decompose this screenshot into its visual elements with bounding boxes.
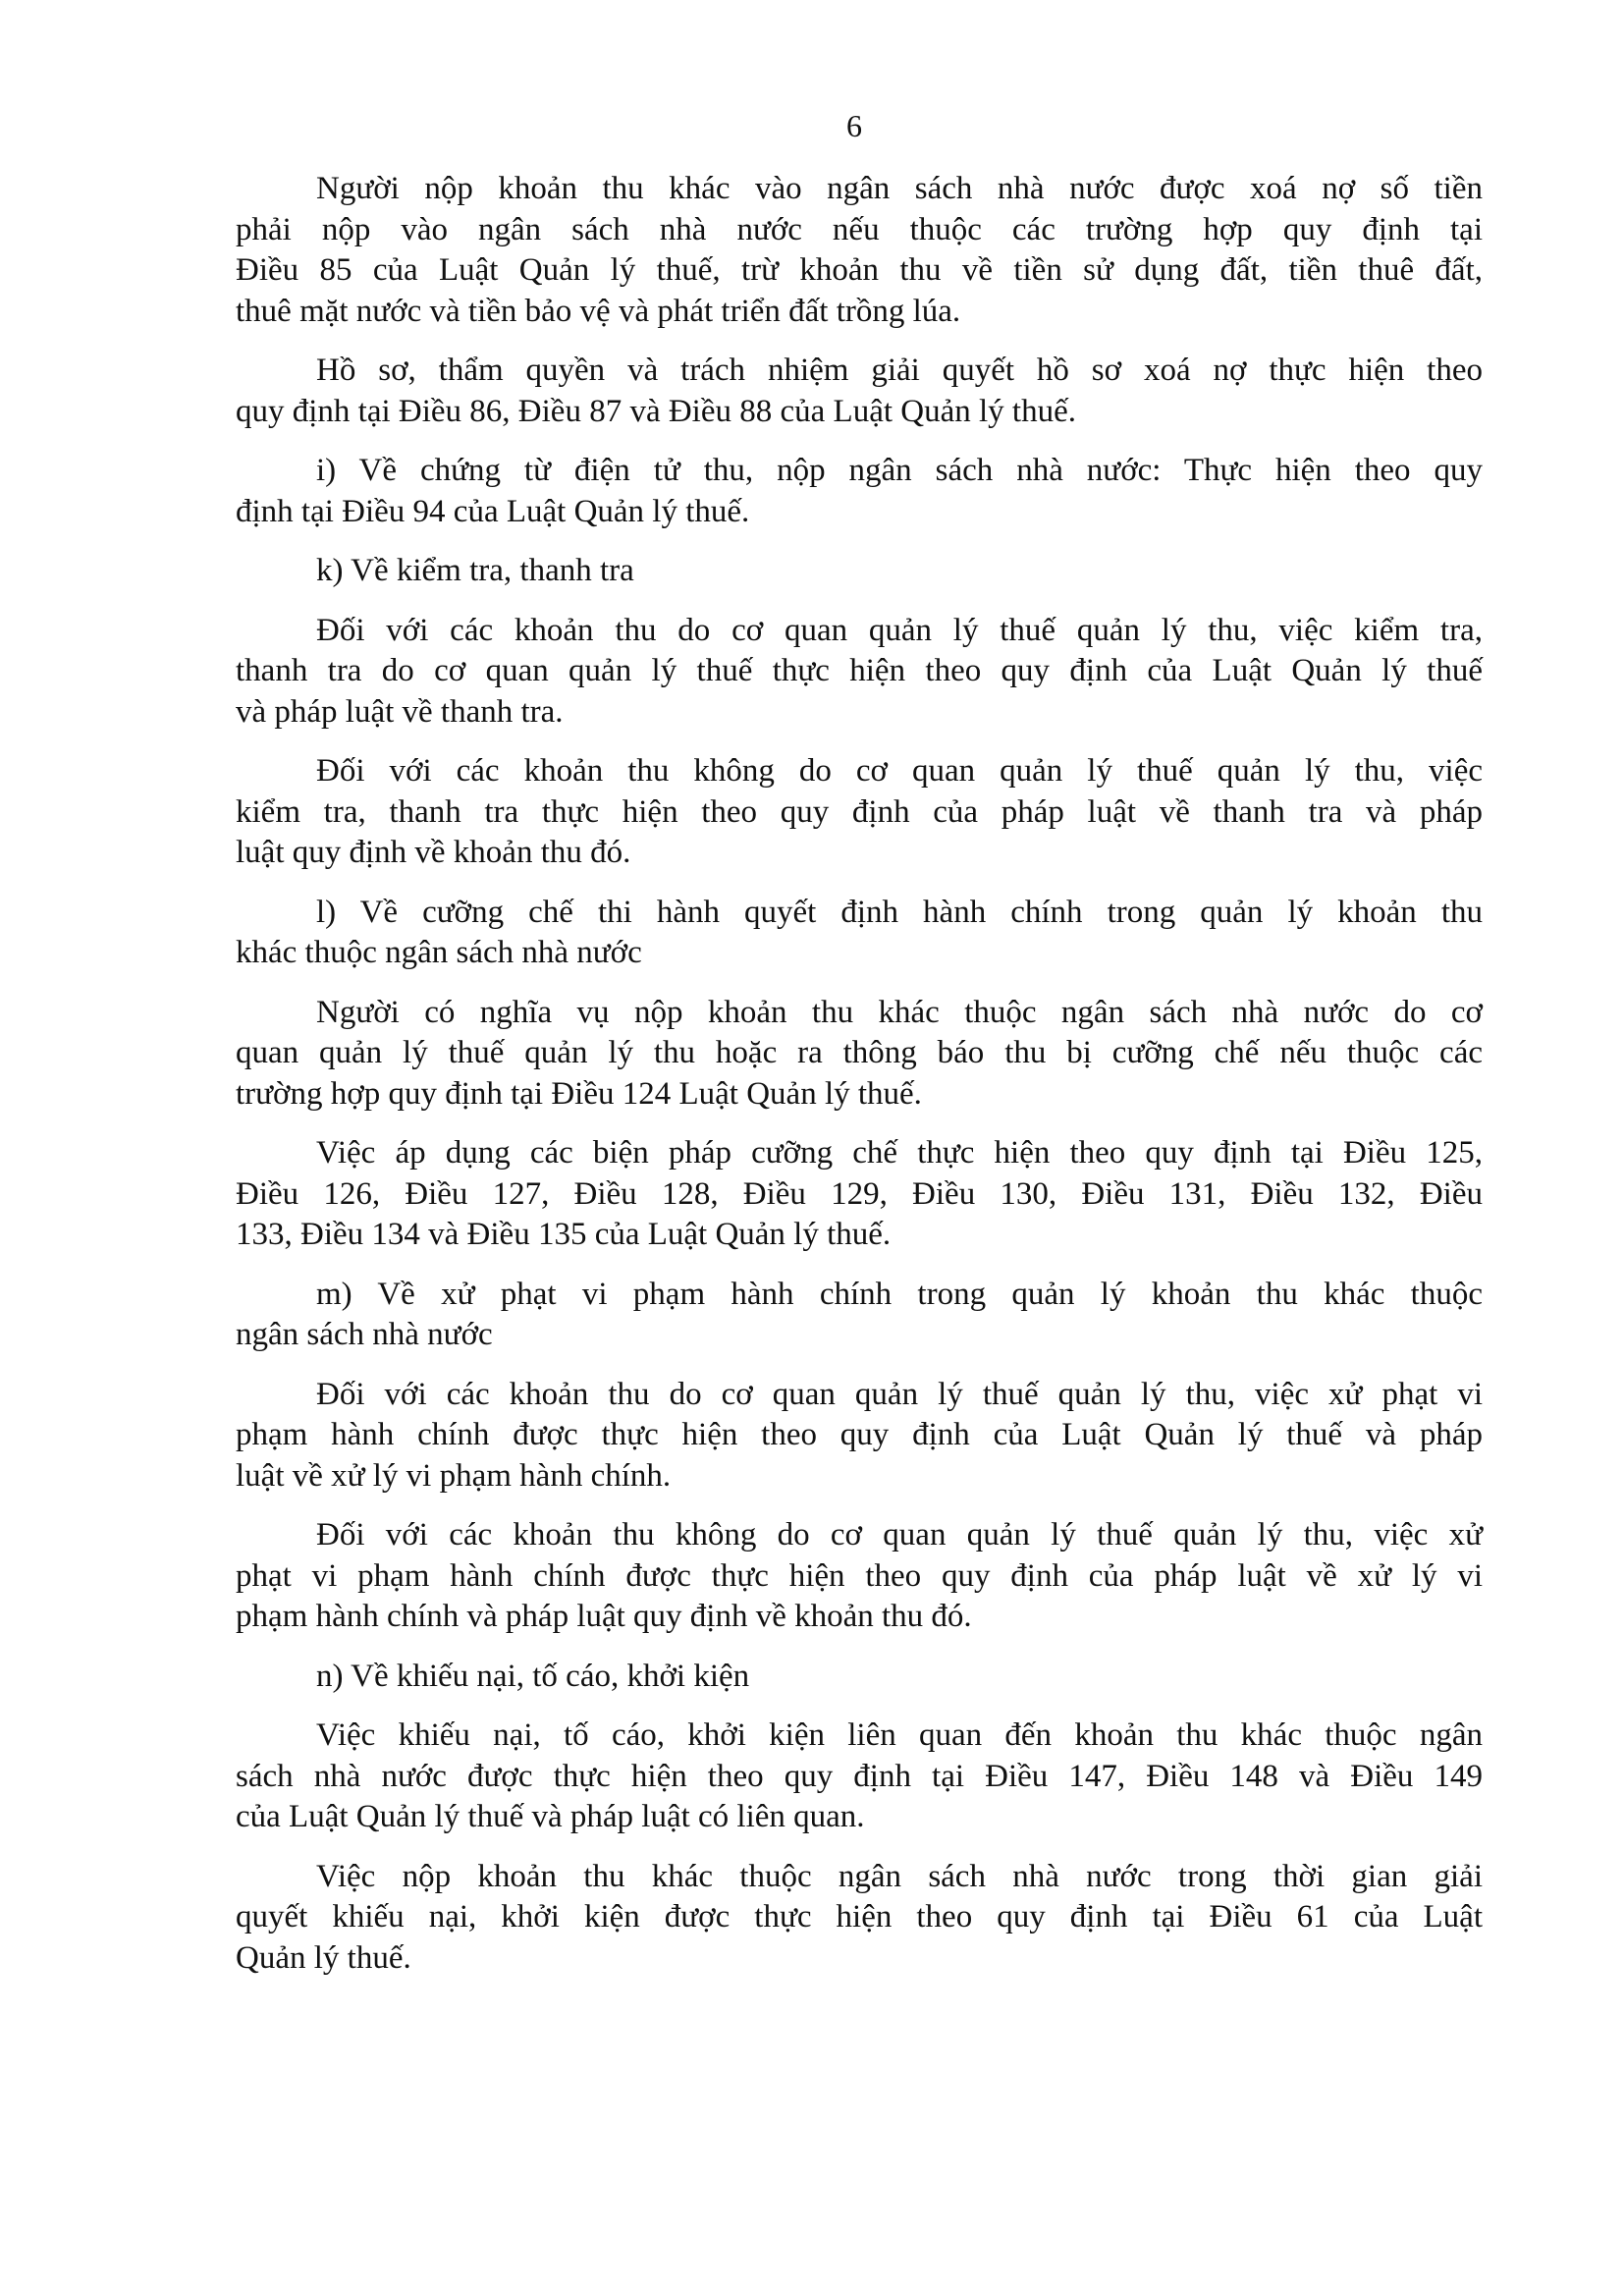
text-line: Đối với các khoản thu không do cơ quan quản lý thuế quản lý thu, việc xử — [316, 1517, 1483, 1553]
text-line: luật về xử lý vi phạm hành chính. — [236, 1457, 672, 1494]
paragraph — [236, 751, 1483, 874]
text-line: Hồ sơ, thẩm quyền và trách nhiệm giải quyết hồ sơ xoá nợ thực hiện theo — [316, 353, 1483, 388]
text-line: Đối với các khoản thu không do cơ quan quản lý thuế quản lý thu, việc — [316, 753, 1483, 789]
page-number: 6 — [846, 108, 862, 143]
text-line: khác thuộc ngân sách nhà nước — [236, 935, 642, 970]
text-line: ngân sách nhà nước — [236, 1317, 493, 1352]
text-line: phạm hành chính được thực hiện theo quy định của Luật Quản lý thuế và pháp — [236, 1417, 1483, 1452]
text-line: Đối với các khoản thu do cơ quan quản lý thuế quản lý thu, việc kiểm tra, — [316, 612, 1483, 648]
text-line: trường hợp quy định tại Điều 124 Luật Quản lý thuế. — [236, 1075, 922, 1112]
text-line: Việc nộp khoản thu khác thuộc ngân sách nhà nước trong thời gian giải — [316, 1858, 1483, 1894]
text-line: Việc áp dụng các biện pháp cưỡng chế thực hiện theo quy định tại Điều 125, — [316, 1135, 1483, 1171]
text-line: Người nộp khoản thu khác vào ngân sách nhà nước được xoá nợ số tiền — [316, 171, 1483, 206]
text-line: và pháp luật về thanh tra. — [236, 693, 564, 730]
paragraph — [236, 611, 1483, 734]
text-line: thanh tra do cơ quan quản lý thuế thực hiện theo quy định của Luật Quản lý thuế — [236, 653, 1483, 688]
text-line: l) Về cưỡng chế thi hành quyết định hành chính trong quản lý khoản thu — [316, 894, 1483, 930]
text-line: i) Về chứng từ điện tử thu, nộp ngân sách nhà nước: Thực hiện theo quy — [316, 453, 1483, 488]
text-line: Điều 85 của Luật Quản lý thuế, trừ khoản thu về tiền sử dụng đất, tiền thuê đất, — [236, 252, 1483, 288]
paragraph — [236, 1515, 1483, 1638]
text-line: quan quản lý thuế quản lý thu hoặc ra thông báo thu bị cưỡng chế nếu thuộc các — [236, 1035, 1483, 1070]
paragraph — [236, 1657, 1483, 1698]
text-line: m) Về xử phạt vi phạm hành chính trong quản lý khoản thu khác thuộc — [316, 1276, 1483, 1312]
paragraph — [236, 169, 1483, 332]
text-line: Quản lý thuế. — [236, 1939, 411, 1976]
text-line: thuê mặt nước và tiền bảo vệ và phát triển đất trồng lúa. — [236, 293, 961, 329]
text-line: luật quy định về khoản thu đó. — [236, 835, 631, 870]
text-line: phạt vi phạm hành chính được thực hiện theo quy định của pháp luật về xử lý vi — [236, 1557, 1483, 1594]
text-line: quyết khiếu nại, khởi kiện được thực hiện theo quy định tại Điều 61 của Luật — [236, 1899, 1483, 1934]
text-line: sách nhà nước được thực hiện theo quy định tại Điều 147, Điều 148 và Điều 149 — [236, 1758, 1483, 1794]
text-line: 133, Điều 134 và Điều 135 của Luật Quản lý thuế. — [236, 1217, 892, 1252]
text-line: phạm hành chính và pháp luật quy định về khoản thu đó. — [236, 1599, 972, 1634]
text-line: n) Về khiếu nại, tố cáo, khởi kiện — [316, 1658, 750, 1694]
text-line: phải nộp vào ngân sách nhà nước nếu thuộc các trường hợp quy định tại — [236, 211, 1483, 247]
text-line: Việc khiếu nại, tố cáo, khởi kiện liên quan đến khoản thu khác thuộc ngân — [316, 1717, 1483, 1753]
text-line: kiểm tra, thanh tra thực hiện theo quy định của pháp luật về thanh tra và pháp — [236, 793, 1483, 830]
body-text — [236, 169, 1483, 1997]
text-line: Đối với các khoản thu do cơ quan quản lý thuế quản lý thu, việc xử phạt vi — [316, 1376, 1483, 1412]
paragraph — [236, 893, 1483, 974]
text-line: Điều 126, Điều 127, Điều 128, Điều 129, Điều 130, Điều 131, Điều 132, Điều — [236, 1175, 1483, 1212]
text-line: quy định tại Điều 86, Điều 87 và Điều 88 của Luật Quản lý thuế. — [236, 393, 1076, 429]
text-line: của Luật Quản lý thuế và pháp luật có liên quan. — [236, 1799, 865, 1834]
paragraph — [236, 1716, 1483, 1838]
paragraph — [236, 1375, 1483, 1498]
paragraph — [236, 351, 1483, 432]
paragraph — [236, 1133, 1483, 1256]
text-line: Người có nghĩa vụ nộp khoản thu khác thuộc ngân sách nhà nước do cơ — [316, 994, 1483, 1030]
paragraph — [236, 993, 1483, 1116]
paragraph — [236, 451, 1483, 532]
text-line: k) Về kiểm tra, thanh tra — [316, 553, 634, 588]
paragraph — [236, 551, 1483, 592]
paragraph — [236, 1857, 1483, 1980]
paragraph — [236, 1275, 1483, 1356]
text-line: định tại Điều 94 của Luật Quản lý thuế. — [236, 493, 750, 529]
